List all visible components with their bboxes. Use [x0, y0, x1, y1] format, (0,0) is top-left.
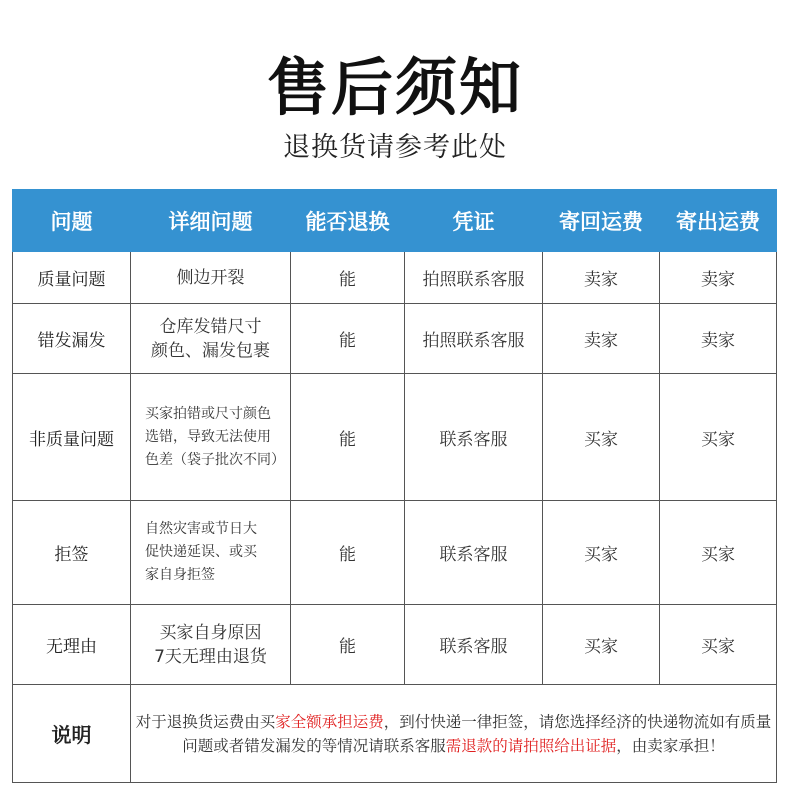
table-row	[13, 374, 777, 501]
column-header: 凭证	[405, 190, 543, 252]
category-cell: 错发漏发	[13, 304, 131, 374]
returnable-cell: 能	[291, 252, 405, 304]
table-row	[13, 605, 777, 685]
proof-cell: 拍照联系客服	[405, 252, 543, 304]
detail-cell	[131, 605, 291, 685]
detail-line: 仓库发错尺寸	[159, 316, 262, 337]
detail-line: 选错，导致无法使用	[145, 428, 271, 445]
detail-line: 买家拍错或尺寸颜色	[145, 405, 271, 422]
column-header: 寄出运费	[660, 190, 777, 252]
return-shipping-cell: 买家	[543, 605, 660, 685]
send-shipping-cell: 卖家	[660, 304, 777, 374]
detail-line: 颜色、漏发包裹	[151, 340, 270, 361]
table-row	[13, 501, 777, 605]
detail-line: 自然灾害或节日大	[145, 521, 257, 537]
proof-cell: 拍照联系客服	[405, 304, 543, 374]
returnable-cell: 能	[291, 501, 405, 605]
proof-cell: 联系客服	[405, 605, 543, 685]
note-label: 说明	[13, 685, 131, 783]
return-shipping-cell: 卖家	[543, 304, 660, 374]
detail-cell	[131, 501, 291, 605]
detail-cell	[131, 374, 291, 501]
note-highlight: 需退款的请拍照给出证据	[445, 736, 617, 755]
table-row	[13, 252, 777, 304]
return-shipping-cell: 买家	[543, 374, 660, 501]
detail-cell: 侧边开裂	[131, 252, 291, 304]
detail-line: 色差（袋子批次不同）	[145, 451, 285, 468]
returnable-cell: 能	[291, 304, 405, 374]
detail-line: 买家自身原因	[159, 622, 262, 643]
category-cell: 无理由	[13, 605, 131, 685]
note-row	[13, 685, 777, 783]
send-shipping-cell: 卖家	[660, 252, 777, 304]
column-header: 能否退换	[291, 190, 405, 252]
note-highlight: 家全额承担运费	[275, 712, 384, 731]
column-header: 寄回运费	[543, 190, 660, 252]
return-shipping-cell: 卖家	[543, 252, 660, 304]
note-text-part: ，到付快递一律拒签，请您选择经济的快递物流如有质量问题或者错发漏发的等情况请联系客服	[182, 712, 772, 755]
return-shipping-cell: 买家	[543, 501, 660, 605]
note-text	[131, 685, 777, 783]
page-title: 售后须知	[266, 51, 523, 124]
proof-cell: 联系客服	[405, 501, 543, 605]
send-shipping-cell: 买家	[660, 605, 777, 685]
table-header-row	[13, 190, 777, 252]
send-shipping-cell: 买家	[660, 374, 777, 501]
returnable-cell: 能	[291, 605, 405, 685]
returnable-cell: 能	[291, 374, 405, 501]
category-cell: 拒签	[13, 501, 131, 605]
detail-cell	[131, 304, 291, 374]
category-cell: 质量问题	[13, 252, 131, 304]
column-header: 问题	[13, 190, 131, 252]
note-text-part: ，由卖家承担！	[616, 736, 725, 755]
note-text-part: 对于退换货运费由买	[135, 712, 276, 731]
after-sales-table	[12, 189, 777, 783]
page-subtitle: 退换货请参考此处	[283, 132, 507, 163]
detail-line: 家自身拒签	[145, 567, 215, 583]
detail-line: 促快递延误、或买	[145, 544, 257, 560]
detail-line: 7天无理由退货	[154, 646, 267, 667]
table-row	[13, 304, 777, 374]
category-cell: 非质量问题	[13, 374, 131, 501]
column-header: 详细问题	[131, 190, 291, 252]
send-shipping-cell: 买家	[660, 501, 777, 605]
proof-cell: 联系客服	[405, 374, 543, 501]
